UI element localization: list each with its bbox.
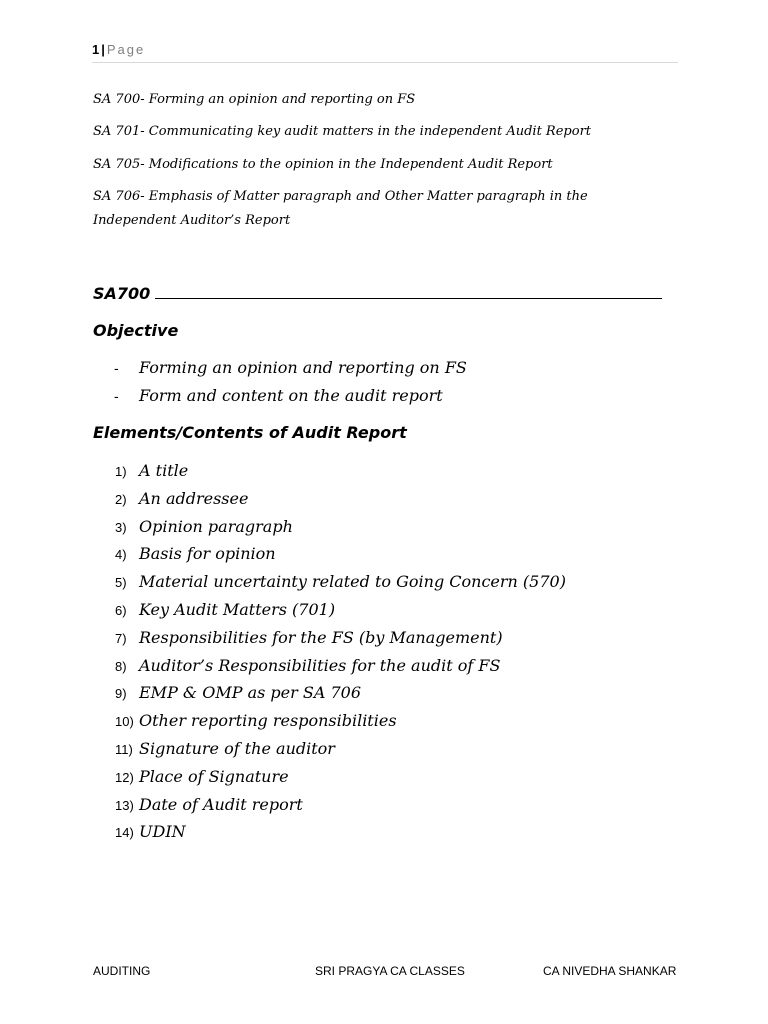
item-number: 9) bbox=[115, 686, 127, 702]
item-text: Key Audit Matters (701) bbox=[139, 599, 336, 619]
item-number: 1) bbox=[115, 464, 127, 479]
item-number: 11) bbox=[115, 741, 133, 757]
item-number: 3) bbox=[115, 519, 127, 535]
sa700-underline-rule bbox=[155, 298, 662, 299]
standard-sa700: SA 700- Forming an opinion and reporting on FS bbox=[93, 92, 416, 107]
footer-subject: AUDITING bbox=[93, 964, 151, 978]
footer-institute: SRI PRAGYA CA CLASSES bbox=[315, 964, 465, 978]
elements-title: Elements/Contents of Audit Report bbox=[93, 423, 407, 442]
list-item bbox=[115, 739, 566, 767]
list-item bbox=[115, 600, 566, 628]
objective-list bbox=[114, 358, 467, 414]
page-label: Page bbox=[106, 42, 146, 57]
elements-list bbox=[115, 461, 566, 850]
list-item bbox=[115, 822, 566, 850]
item-text: Material uncertainty related to Going Concern (570) bbox=[139, 572, 566, 592]
bullet-dash: - bbox=[114, 360, 119, 376]
list-item bbox=[115, 683, 566, 711]
list-item bbox=[115, 489, 566, 517]
item-number: 6) bbox=[115, 602, 127, 618]
sa700-heading bbox=[93, 284, 663, 303]
list-item bbox=[115, 461, 566, 489]
list-item bbox=[114, 386, 467, 414]
sa700-heading-text: SA700 bbox=[93, 284, 151, 303]
item-text: Basis for opinion bbox=[139, 544, 276, 564]
item-number: 2) bbox=[115, 491, 127, 507]
item-number: 4) bbox=[115, 547, 127, 563]
item-text: An addressee bbox=[139, 488, 249, 508]
list-item bbox=[115, 628, 566, 656]
objective-text: Forming an opinion and reporting on FS bbox=[139, 358, 467, 377]
page-number: 1 bbox=[92, 42, 100, 57]
list-item bbox=[115, 711, 566, 739]
item-text: Other reporting responsibilities bbox=[139, 711, 397, 731]
item-text: A title bbox=[139, 461, 189, 480]
item-text: Responsibilities for the FS (by Management) bbox=[139, 627, 503, 647]
item-text: Date of Audit report bbox=[139, 794, 303, 814]
item-number: 8) bbox=[115, 658, 127, 674]
standard-sa706: SA 706- Emphasis of Matter paragraph and Other Matter paragraph in the Independent Auditor’s Report bbox=[93, 189, 588, 228]
item-number: 5) bbox=[115, 575, 127, 591]
item-text: Place of Signature bbox=[139, 766, 289, 786]
item-text: Opinion paragraph bbox=[139, 516, 293, 536]
item-text: Auditor’s Responsibilities for the audit of FS bbox=[139, 655, 501, 675]
page-header bbox=[92, 42, 678, 63]
item-number: 12) bbox=[115, 769, 134, 785]
item-text: UDIN bbox=[139, 822, 186, 842]
list-item bbox=[114, 358, 467, 386]
list-item bbox=[115, 544, 566, 572]
list-item bbox=[115, 572, 566, 600]
item-number: 7) bbox=[115, 630, 127, 646]
standard-sa701: SA 701- Communicating key audit matters in the independent Audit Report bbox=[93, 124, 592, 139]
list-item bbox=[115, 517, 566, 545]
page-separator: | bbox=[101, 42, 105, 57]
list-item bbox=[115, 795, 566, 823]
item-number: 13) bbox=[115, 797, 134, 813]
item-number: 14) bbox=[115, 825, 134, 841]
standard-sa705: SA 705- Modifications to the opinion in the Independent Audit Report bbox=[93, 157, 553, 172]
objective-title: Objective bbox=[93, 321, 179, 340]
list-item bbox=[115, 656, 566, 684]
item-text: EMP & OMP as per SA 706 bbox=[139, 683, 362, 703]
bullet-dash: - bbox=[114, 388, 119, 404]
objective-text: Form and content on the audit report bbox=[139, 386, 443, 405]
item-text: Signature of the auditor bbox=[139, 738, 335, 758]
item-number: 10) bbox=[115, 714, 134, 730]
footer-author: CA NIVEDHA SHANKAR bbox=[543, 964, 677, 978]
list-item bbox=[115, 767, 566, 795]
